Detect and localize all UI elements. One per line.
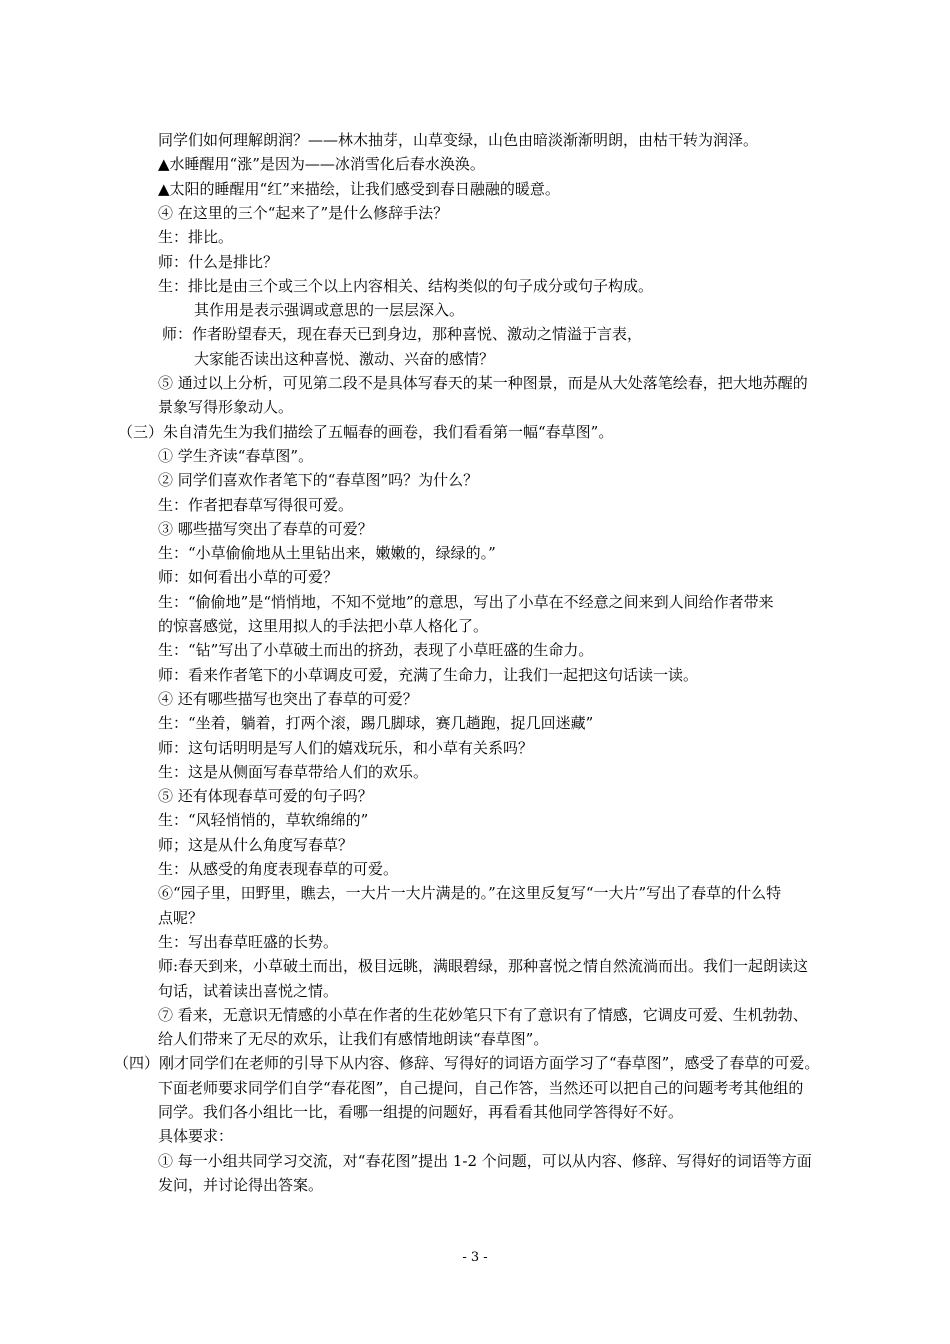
text-line: 的惊喜感觉，这里用拟人的手法把小草人格化了。 <box>158 617 489 635</box>
text-line: 生：这是从侧面写春草带给人们的欢乐。 <box>158 762 429 781</box>
page-number: - 3 - <box>462 1250 488 1265</box>
text-line: 生：“钻”写出了小草破土而出的挤劲，表现了小草旺盛的生命力。 <box>158 641 594 660</box>
text-line: 师：如何看出小草的可爱？ <box>158 568 339 587</box>
text-line: 生：“偷偷地”是“悄悄地，不知不觉地”的意思，写出了小草在不经意之间来到人间给作者带来 <box>158 592 774 611</box>
text-line: 给人们带来了无尽的欢乐，让我们有感情地朗读“春草图”。 <box>158 1030 549 1049</box>
text-line: ⑤ 还有体现春草可爱的句子吗？ <box>158 787 373 806</box>
text-line: ① 学生齐读“春草图”。 <box>158 446 314 465</box>
text-line: ⑥“园子里，田野里，瞧去，一大片一大片满是的。”在这里反复写“一大片”写出了春草的什么特 <box>158 884 782 903</box>
text-line: 师；这是从什么角度写春草？ <box>158 835 354 854</box>
text-line: ⑦ 看来，无意识无情感的小草在作者的生花妙笔只下有了意识有了情感，它调皮可爱、生机勃勃、 <box>158 1005 808 1024</box>
text-line: 同学。我们各小组比一比，看哪一组提的问题好，再看看其他同学答得好不好。 <box>158 1103 684 1121</box>
text-line: 生：“小草偷偷地从土里钻出来，嫩嫩的，绿绿的。” <box>158 544 496 563</box>
text-line: 同学们如何理解朗润？——林木抽芽，山草变绿，山色由暗淡渐渐明朗，由枯干转为润泽。 <box>158 131 759 149</box>
text-line: ▲水睡醒用“涨”是因为——冰消雪化后春水涣涣。 <box>158 155 485 174</box>
text-line: （四）刚才同学们在老师的引导下从内容、修辞、写得好的词语方面学习了“春草图”，感受了春草的可爱。 <box>114 1054 820 1073</box>
text-line: ③ 哪些描写突出了春草的可爱？ <box>158 519 373 538</box>
text-line: 具体要求： <box>158 1127 234 1146</box>
text-line: 点呢？ <box>158 908 204 927</box>
text-line: 句话，试着读出喜悦之情。 <box>158 981 339 1000</box>
text-line: 其作用是表示强调或意思的一层层深入。 <box>194 301 465 320</box>
text-line: 生：“风轻悄悄的，草软绵绵的” <box>158 811 369 830</box>
text-line: 生：“坐着，躺着，打两个滚，踢几脚球，赛几趟跑，捉几回迷藏” <box>158 714 594 733</box>
text-line: （三）朱自清先生为我们描绘了五幅春的画卷，我们看看第一幅“春草图”。 <box>118 422 614 441</box>
text-line: 大家能否读出这种喜悦、激动、兴奋的感情？ <box>194 349 495 368</box>
text-line: ▲太阳的睡醒用“红”来描绘，让我们感受到春日融融的暖意。 <box>158 179 560 198</box>
text-line: 生：从感受的角度表现春草的可爱。 <box>158 860 399 878</box>
text-line: 发问，并讨论得出答案。 <box>158 1175 324 1194</box>
text-line: 下面老师要求同学们自学“春花图”，自己提问，自己作答，当然还可以把自己的问题考考其他组的 <box>158 1078 804 1097</box>
text-line: 师：什么是排比？ <box>158 252 279 271</box>
text-line: ② 同学们喜欢作者笔下的“春草图”吗？为什么？ <box>158 471 479 490</box>
text-line: 师：这句话明明是写人们的嬉戏玩乐，和小草有关系吗？ <box>158 738 534 757</box>
text-line: 景象写得形象动人。 <box>158 398 294 417</box>
text-line: ⑤ 通过以上分析，可见第二段不是具体写春天的某一种图景，而是从大处落笔绘春，把大地苏醒的 <box>158 374 808 392</box>
text-line: 师：作者盼望春天，现在春天已到身边，那种喜悦、激动之情溢于言表， <box>162 325 643 344</box>
text-line: 师:春天到来，小草破土而出，极目远眺，满眼碧绿，那种喜悦之情自然流淌而出。我们一起朗读这 <box>158 957 809 976</box>
text-line: ④ 还有哪些描写也突出了春草的可爱？ <box>158 689 418 708</box>
text-line: 生：排比。 <box>158 228 234 247</box>
text-line: 师：看来作者笔下的小草调皮可爱，充满了生命力，让我们一起把这句话读一读。 <box>158 665 699 684</box>
text-line: 生：排比是由三个或三个以上内容相关、结构类似的句子成分或句子构成。 <box>158 276 654 295</box>
text-line: ① 每一小组共同学习交流，对“春花图”提出 1-2 个问题，可以从内容、修辞、写得好的词语等方面 <box>158 1151 812 1170</box>
text-line: 生：作者把春草写得很可爱。 <box>158 495 354 514</box>
text-line: ④ 在这里的三个“起来了”是什么修辞手法？ <box>158 203 449 222</box>
text-line: 生：写出春草旺盛的长势。 <box>158 932 339 951</box>
